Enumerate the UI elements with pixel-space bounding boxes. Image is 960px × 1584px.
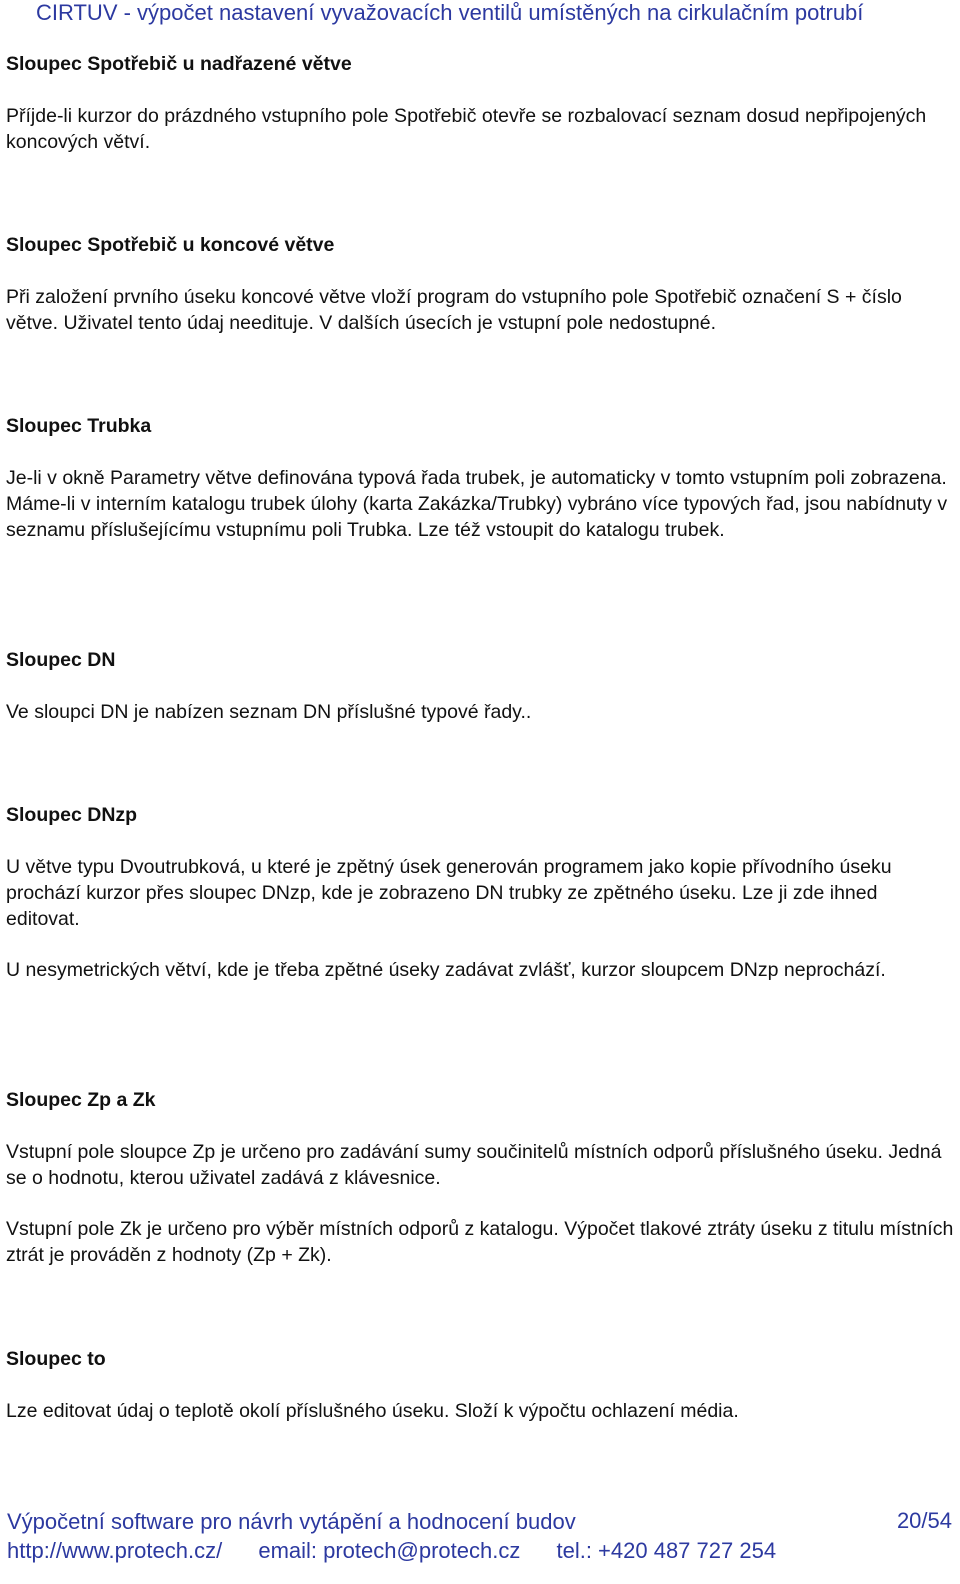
section-heading: Sloupec DN [6, 649, 116, 671]
section-paragraph: U nesymetrických větví, kde je třeba zpětné úseky zadávat zvlášť, kurzor sloupcem DNzp neprochází. [6, 959, 886, 981]
page-number: 20/54 [896, 1508, 952, 1533]
section-paragraph: Je-li v okně Parametry větve definována typová řada trubek, je automaticky v tomto vstupním poli zobrazena. Máme-li v interním katalogu trubek úlohy (karta Zakázka/Trubky) vybráno více typových řad, jsou nabídnuty v seznamu příslušejícímu vstupnímu poli Trubka. Lze též vstoupit do katalogu trubek. [6, 467, 948, 541]
section-paragraph: Příjde-li kurzor do prázdného vstupního pole Spotřebič otevře se rozbalovací seznam dosud nepřipojených koncových větví. [6, 105, 927, 153]
section-paragraph: U větve typu Dvoutrubková, u které je zpětný úsek generován programem jako kopie přívodního úseku prochází kurzor přes sloupec DNzp, kde je zobrazeno DN trubky ze zpětného úseku. Lze ji zde ihned editovat. [6, 856, 892, 930]
section-heading: Sloupec DNzp [6, 804, 138, 826]
section-paragraph: Ve sloupci DN je nabízen seznam DN příslušné typové řady.. [6, 701, 532, 723]
section-paragraph: Vstupní pole sloupce Zp je určeno pro zadávání sumy součinitelů místních odporů příslušného úseku. Jedná se o hodnotu, kterou uživatel zadává z klávesnice. [6, 1141, 942, 1189]
section-paragraph: Lze editovat údaj o teplotě okolí příslušného úseku. Složí k výpočtu ochlazení média. [6, 1400, 739, 1422]
section-heading: Sloupec Trubka [6, 415, 152, 437]
footer-tagline: Výpočetní software pro návrh vytápění a hodnocení budov [7, 1509, 576, 1534]
footer-phone: tel.: +420 487 727 254 [556, 1538, 777, 1563]
section-heading: Sloupec Spotřebič u koncové větve [6, 234, 335, 256]
footer-website-link[interactable]: http://www.protech.cz/ [7, 1538, 223, 1563]
section-heading: Sloupec to [6, 1348, 106, 1370]
section-heading: Sloupec Zp a Zk [6, 1089, 156, 1111]
section-paragraph: Vstupní pole Zk je určeno pro výběr místních odporů z katalogu. Výpočet tlakové ztráty úseku z titulu místních ztrát je prováděn z hodnoty (Zp + Zk). [6, 1218, 954, 1266]
section-heading: Sloupec Spotřebič u nadřazené větve [6, 53, 352, 75]
document-header: CIRTUV - výpočet nastavení vyvažovacích ventilů umístěných na cirkulačním potrubí [36, 0, 864, 25]
section-paragraph: Při založení prvního úseku koncové větve vloží program do vstupního pole Spotřebič označení S + číslo větve. Uživatel tento údaj needituje. V dalších úsecích je vstupní pole nedostupné. [6, 286, 902, 334]
footer-email[interactable]: email: protech@protech.cz [258, 1538, 521, 1563]
footer-contacts [7, 1537, 776, 1565]
